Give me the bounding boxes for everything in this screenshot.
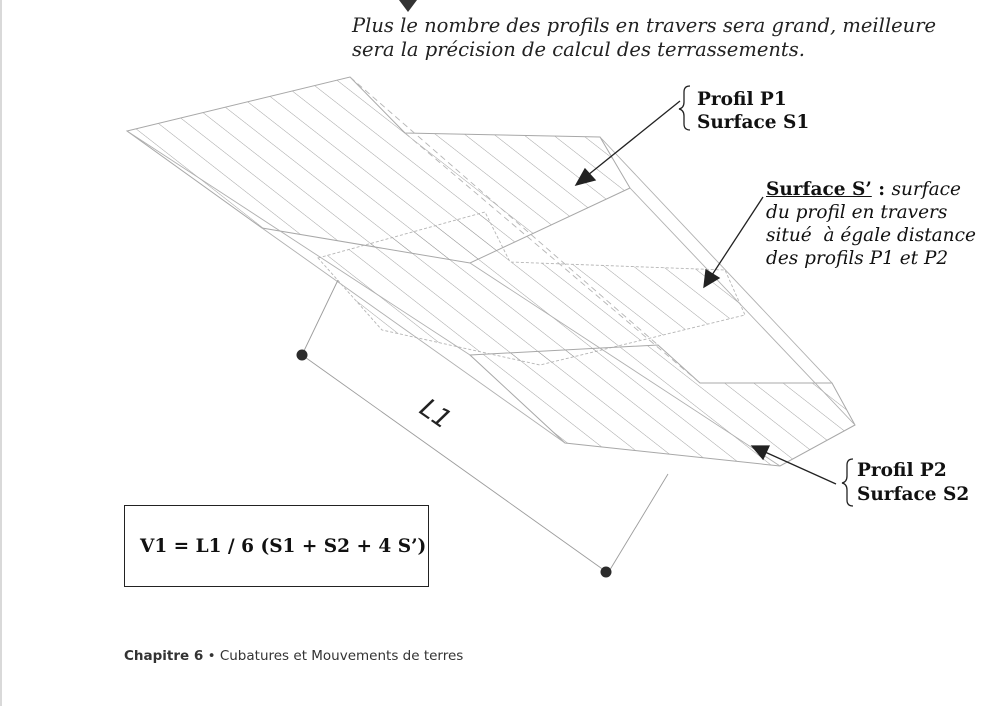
- profile-p1-name: Profil P1: [697, 89, 787, 110]
- formula-box: [124, 505, 429, 587]
- profile-p2-surface: Surface S2: [857, 484, 970, 505]
- caption-line-2: sera la précision de calcul des terrassements.: [352, 38, 805, 61]
- footer-title: Cubatures et Mouvements de terres: [219, 648, 464, 664]
- profile-p2-section: [470, 345, 855, 466]
- page-footer: [124, 648, 463, 664]
- profile-p1-surface: Surface S1: [697, 112, 810, 133]
- surface-s-prime-line-1: [766, 178, 980, 201]
- surface-s-prime-title: Surface S’: [766, 179, 872, 200]
- surface-s-prime-text-3: situé à égale distance: [766, 225, 976, 246]
- surface-s-prime-description: [766, 178, 980, 270]
- surface-s-prime-separator: :: [871, 179, 892, 200]
- distance-label: L1: [413, 393, 457, 436]
- brace-p2: [842, 459, 853, 506]
- profile-p1-section: [127, 77, 630, 263]
- distance-endpoint-end: [601, 567, 612, 578]
- surface-s-prime-text-4: des profils P1 et P2: [766, 248, 949, 269]
- caption-line-1: Plus le nombre des profils en travers sera grand, meilleure: [352, 14, 937, 37]
- explanatory-caption: [352, 14, 972, 62]
- surface-s-prime-text-1: surface: [891, 179, 961, 200]
- surface-s-prime-text-2: du profil en travers: [766, 202, 948, 223]
- footer-chapter: Chapitre 6: [124, 648, 204, 664]
- profile-p2-name: Profil P2: [857, 460, 947, 481]
- volume-formula: V1 = L1 / 6 (S1 + S2 + 4 S’): [140, 536, 427, 557]
- brace-p1: [679, 86, 690, 130]
- footer-separator: •: [203, 648, 220, 664]
- distance-endpoint-start: [297, 350, 308, 361]
- pointer-triangle: [399, 0, 417, 12]
